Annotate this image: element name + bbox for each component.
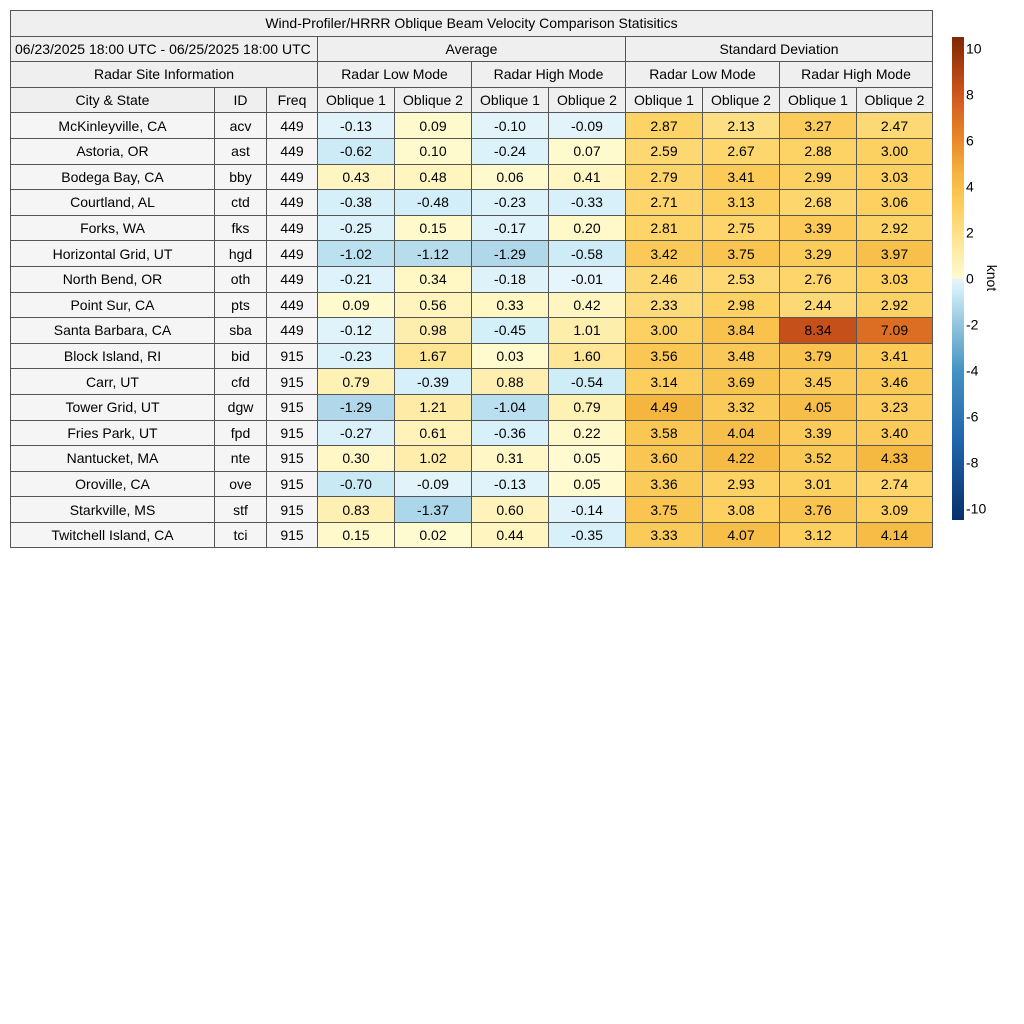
average-value-cell: 0.06 [472, 164, 549, 190]
std-value-cell: 4.05 [780, 394, 857, 420]
table-row [11, 471, 933, 497]
average-value-cell: 0.42 [549, 292, 626, 318]
std-value-cell: 2.59 [626, 138, 703, 164]
site-city: Oroville, CA [11, 471, 215, 497]
average-value-cell: -0.39 [395, 369, 472, 395]
colorbar [950, 36, 1010, 526]
average-value-cell: -1.29 [318, 394, 395, 420]
average-value-cell: -0.48 [395, 190, 472, 216]
std-value-cell: 2.76 [780, 266, 857, 292]
column-header-id: ID [215, 87, 267, 113]
colorbar-tick-label: 4 [966, 178, 974, 195]
colorbar-tick-label: 8 [966, 86, 974, 103]
std-value-cell: 3.39 [780, 420, 857, 446]
average-value-cell: -1.04 [472, 394, 549, 420]
std-value-cell: 2.99 [780, 164, 857, 190]
site-freq: 449 [267, 164, 318, 190]
site-id: fpd [215, 420, 267, 446]
site-city: Nantucket, MA [11, 446, 215, 472]
std-value-cell: 3.40 [857, 420, 933, 446]
average-value-cell: -0.01 [549, 266, 626, 292]
column-header-avg-low-oblique-2: Oblique 2 [395, 87, 472, 113]
table-row [11, 446, 933, 472]
average-value-cell: 0.20 [549, 215, 626, 241]
average-value-cell: 1.60 [549, 343, 626, 369]
colorbar-tick-label: 10 [966, 40, 982, 57]
site-freq: 915 [267, 471, 318, 497]
average-value-cell: -1.02 [318, 241, 395, 267]
site-id: ove [215, 471, 267, 497]
site-freq: 915 [267, 497, 318, 523]
table-row [11, 292, 933, 318]
average-value-cell: 0.56 [395, 292, 472, 318]
table-title: Wind-Profiler/HRRR Oblique Beam Velocity Comparison Statisitics [11, 11, 933, 37]
colorbar-tick-label: -10 [966, 500, 987, 517]
average-value-cell: 0.44 [472, 522, 549, 548]
table-row [11, 318, 933, 344]
std-value-cell: 3.42 [626, 241, 703, 267]
average-value-cell: 1.21 [395, 394, 472, 420]
std-value-cell: 3.41 [857, 343, 933, 369]
average-value-cell: -0.35 [549, 522, 626, 548]
std-value-cell: 2.92 [857, 215, 933, 241]
average-value-cell: 0.48 [395, 164, 472, 190]
average-value-cell: 0.09 [395, 113, 472, 139]
std-value-cell: 3.14 [626, 369, 703, 395]
std-low-mode-header: Radar Low Mode [626, 62, 780, 88]
site-freq: 449 [267, 113, 318, 139]
column-header-std-low-oblique-1: Oblique 1 [626, 87, 703, 113]
average-value-cell: -0.23 [472, 190, 549, 216]
std-value-cell: 3.75 [703, 241, 780, 267]
site-id: bid [215, 343, 267, 369]
table-row [11, 190, 933, 216]
table-row [11, 369, 933, 395]
average-value-cell: 0.09 [318, 292, 395, 318]
table-row [11, 343, 933, 369]
site-city: Courtland, AL [11, 190, 215, 216]
colorbar-tick-label: -6 [966, 408, 979, 425]
average-value-cell: -0.13 [318, 113, 395, 139]
std-value-cell: 3.58 [626, 420, 703, 446]
site-city: Starkville, MS [11, 497, 215, 523]
site-freq: 915 [267, 343, 318, 369]
average-value-cell: 0.05 [549, 446, 626, 472]
column-header-avg-high-oblique-1: Oblique 1 [472, 87, 549, 113]
table-row [11, 497, 933, 523]
average-value-cell: 0.02 [395, 522, 472, 548]
average-value-cell: -0.27 [318, 420, 395, 446]
colorbar-label: knot [984, 264, 1000, 292]
std-value-cell: 3.48 [703, 343, 780, 369]
site-freq: 915 [267, 420, 318, 446]
std-value-cell: 2.68 [780, 190, 857, 216]
site-id: stf [215, 497, 267, 523]
std-value-cell: 4.07 [703, 522, 780, 548]
column-header-std-high-oblique-2: Oblique 2 [857, 87, 933, 113]
site-freq: 449 [267, 190, 318, 216]
std-value-cell: 2.71 [626, 190, 703, 216]
site-city: Bodega Bay, CA [11, 164, 215, 190]
std-value-cell: 2.67 [703, 138, 780, 164]
site-city: North Bend, OR [11, 266, 215, 292]
std-value-cell: 3.08 [703, 497, 780, 523]
site-city: Carr, UT [11, 369, 215, 395]
std-value-cell: 3.03 [857, 266, 933, 292]
average-value-cell: 0.98 [395, 318, 472, 344]
std-value-cell: 3.97 [857, 241, 933, 267]
table-row [11, 164, 933, 190]
table-row [11, 394, 933, 420]
average-value-cell: -0.21 [318, 266, 395, 292]
std-value-cell: 2.33 [626, 292, 703, 318]
average-value-cell: 0.15 [318, 522, 395, 548]
average-value-cell: 0.79 [318, 369, 395, 395]
std-value-cell: 4.49 [626, 394, 703, 420]
site-freq: 449 [267, 241, 318, 267]
table-row [11, 420, 933, 446]
site-id: ctd [215, 190, 267, 216]
time-period: 06/23/2025 18:00 UTC - 06/25/2025 18:00 UTC [11, 36, 318, 62]
average-value-cell: 0.31 [472, 446, 549, 472]
std-value-cell: 2.93 [703, 471, 780, 497]
table-row [11, 138, 933, 164]
average-value-cell: 0.88 [472, 369, 549, 395]
avg-low-mode-header: Radar Low Mode [318, 62, 472, 88]
table-row [11, 113, 933, 139]
std-value-cell: 2.88 [780, 138, 857, 164]
std-value-cell: 2.87 [626, 113, 703, 139]
table-row [11, 215, 933, 241]
site-freq: 915 [267, 446, 318, 472]
std-value-cell: 2.46 [626, 266, 703, 292]
std-value-cell: 3.33 [626, 522, 703, 548]
std-value-cell: 3.76 [780, 497, 857, 523]
std-value-cell: 4.33 [857, 446, 933, 472]
site-freq: 915 [267, 394, 318, 420]
average-value-cell: -0.23 [318, 343, 395, 369]
average-value-cell: -0.09 [395, 471, 472, 497]
average-value-cell: -0.38 [318, 190, 395, 216]
std-value-cell: 4.22 [703, 446, 780, 472]
average-value-cell: 0.03 [472, 343, 549, 369]
colorbar-tick-label: -2 [966, 316, 979, 333]
site-freq: 449 [267, 138, 318, 164]
column-header-std-high-oblique-1: Oblique 1 [780, 87, 857, 113]
std-value-cell: 4.14 [857, 522, 933, 548]
site-city: Twitchell Island, CA [11, 522, 215, 548]
site-city: Astoria, OR [11, 138, 215, 164]
colorbar-tick-label: -8 [966, 454, 979, 471]
site-city: Horizontal Grid, UT [11, 241, 215, 267]
average-group-header: Average [318, 36, 626, 62]
table-row [11, 522, 933, 548]
site-city: Point Sur, CA [11, 292, 215, 318]
average-value-cell: -0.10 [472, 113, 549, 139]
average-value-cell: -0.13 [472, 471, 549, 497]
average-value-cell: 0.22 [549, 420, 626, 446]
std-value-cell: 2.79 [626, 164, 703, 190]
std-value-cell: 3.75 [626, 497, 703, 523]
std-value-cell: 8.34 [780, 318, 857, 344]
average-value-cell: -0.24 [472, 138, 549, 164]
average-value-cell: 0.15 [395, 215, 472, 241]
std-value-cell: 3.27 [780, 113, 857, 139]
site-city: Forks, WA [11, 215, 215, 241]
site-id: ast [215, 138, 267, 164]
std-value-cell: 2.92 [857, 292, 933, 318]
site-id: dgw [215, 394, 267, 420]
colorbar-tick-label: 6 [966, 132, 974, 149]
site-freq: 449 [267, 215, 318, 241]
average-value-cell: 0.41 [549, 164, 626, 190]
average-value-cell: 0.34 [395, 266, 472, 292]
std-value-cell: 2.98 [703, 292, 780, 318]
std-value-cell: 3.13 [703, 190, 780, 216]
site-id: oth [215, 266, 267, 292]
average-value-cell: 0.61 [395, 420, 472, 446]
average-value-cell: -0.45 [472, 318, 549, 344]
std-high-mode-header: Radar High Mode [780, 62, 933, 88]
site-city: Fries Park, UT [11, 420, 215, 446]
average-value-cell: -0.58 [549, 241, 626, 267]
average-value-cell: 1.02 [395, 446, 472, 472]
average-value-cell: 1.01 [549, 318, 626, 344]
site-id: tci [215, 522, 267, 548]
site-freq: 449 [267, 292, 318, 318]
std-value-cell: 3.45 [780, 369, 857, 395]
average-value-cell: -0.12 [318, 318, 395, 344]
table-row [11, 241, 933, 267]
average-value-cell: 0.43 [318, 164, 395, 190]
std-value-cell: 3.39 [780, 215, 857, 241]
average-value-cell: -0.54 [549, 369, 626, 395]
std-value-cell: 3.00 [626, 318, 703, 344]
average-value-cell: -1.37 [395, 497, 472, 523]
average-value-cell: -0.17 [472, 215, 549, 241]
avg-high-mode-header: Radar High Mode [472, 62, 626, 88]
average-value-cell: -1.12 [395, 241, 472, 267]
average-value-cell: -1.29 [472, 241, 549, 267]
site-freq: 449 [267, 318, 318, 344]
colorbar-tick-label: -4 [966, 362, 979, 379]
std-value-cell: 3.60 [626, 446, 703, 472]
average-value-cell: 0.33 [472, 292, 549, 318]
site-id: hgd [215, 241, 267, 267]
std-value-cell: 3.12 [780, 522, 857, 548]
std-value-cell: 4.04 [703, 420, 780, 446]
average-value-cell: -0.36 [472, 420, 549, 446]
std-value-cell: 3.00 [857, 138, 933, 164]
average-value-cell: -0.25 [318, 215, 395, 241]
column-header-city: City & State [11, 87, 215, 113]
average-value-cell: 0.10 [395, 138, 472, 164]
site-city: Santa Barbara, CA [11, 318, 215, 344]
site-freq: 915 [267, 369, 318, 395]
colorbar-gradient [952, 37, 964, 520]
average-value-cell: 0.60 [472, 497, 549, 523]
std-value-cell: 3.06 [857, 190, 933, 216]
average-value-cell: 0.07 [549, 138, 626, 164]
average-value-cell: -0.62 [318, 138, 395, 164]
table-row [11, 266, 933, 292]
site-id: acv [215, 113, 267, 139]
average-value-cell: 0.05 [549, 471, 626, 497]
std-value-cell: 2.74 [857, 471, 933, 497]
site-id: nte [215, 446, 267, 472]
std-value-cell: 3.01 [780, 471, 857, 497]
site-id: sba [215, 318, 267, 344]
average-value-cell: -0.14 [549, 497, 626, 523]
std-value-cell: 3.03 [857, 164, 933, 190]
column-header-avg-low-oblique-1: Oblique 1 [318, 87, 395, 113]
std-value-cell: 3.36 [626, 471, 703, 497]
std-value-cell: 3.09 [857, 497, 933, 523]
average-value-cell: 0.30 [318, 446, 395, 472]
column-header-std-low-oblique-2: Oblique 2 [703, 87, 780, 113]
average-value-cell: 0.79 [549, 394, 626, 420]
std-value-cell: 2.75 [703, 215, 780, 241]
site-id: cfd [215, 369, 267, 395]
site-city: Tower Grid, UT [11, 394, 215, 420]
std-value-cell: 2.47 [857, 113, 933, 139]
average-value-cell: 1.67 [395, 343, 472, 369]
site-id: fks [215, 215, 267, 241]
std-value-cell: 3.46 [857, 369, 933, 395]
site-city: McKinleyville, CA [11, 113, 215, 139]
average-value-cell: -0.33 [549, 190, 626, 216]
site-freq: 449 [267, 266, 318, 292]
std-group-header: Standard Deviation [626, 36, 933, 62]
std-value-cell: 3.52 [780, 446, 857, 472]
std-value-cell: 3.29 [780, 241, 857, 267]
std-value-cell: 2.44 [780, 292, 857, 318]
std-value-cell: 3.41 [703, 164, 780, 190]
std-value-cell: 3.23 [857, 394, 933, 420]
site-info-header: Radar Site Information [11, 62, 318, 88]
column-header-avg-high-oblique-2: Oblique 2 [549, 87, 626, 113]
stats-table [10, 10, 933, 548]
std-value-cell: 3.69 [703, 369, 780, 395]
site-city: Block Island, RI [11, 343, 215, 369]
site-id: bby [215, 164, 267, 190]
std-value-cell: 3.32 [703, 394, 780, 420]
colorbar-tick-label: 0 [966, 270, 974, 287]
colorbar-tick-label: 2 [966, 224, 974, 241]
std-value-cell: 2.81 [626, 215, 703, 241]
std-value-cell: 7.09 [857, 318, 933, 344]
std-value-cell: 3.79 [780, 343, 857, 369]
std-value-cell: 3.56 [626, 343, 703, 369]
average-value-cell: -0.18 [472, 266, 549, 292]
site-id: pts [215, 292, 267, 318]
std-value-cell: 3.84 [703, 318, 780, 344]
std-value-cell: 2.13 [703, 113, 780, 139]
site-freq: 915 [267, 522, 318, 548]
std-value-cell: 2.53 [703, 266, 780, 292]
average-value-cell: 0.83 [318, 497, 395, 523]
column-header-freq: Freq [267, 87, 318, 113]
average-value-cell: -0.09 [549, 113, 626, 139]
average-value-cell: -0.70 [318, 471, 395, 497]
